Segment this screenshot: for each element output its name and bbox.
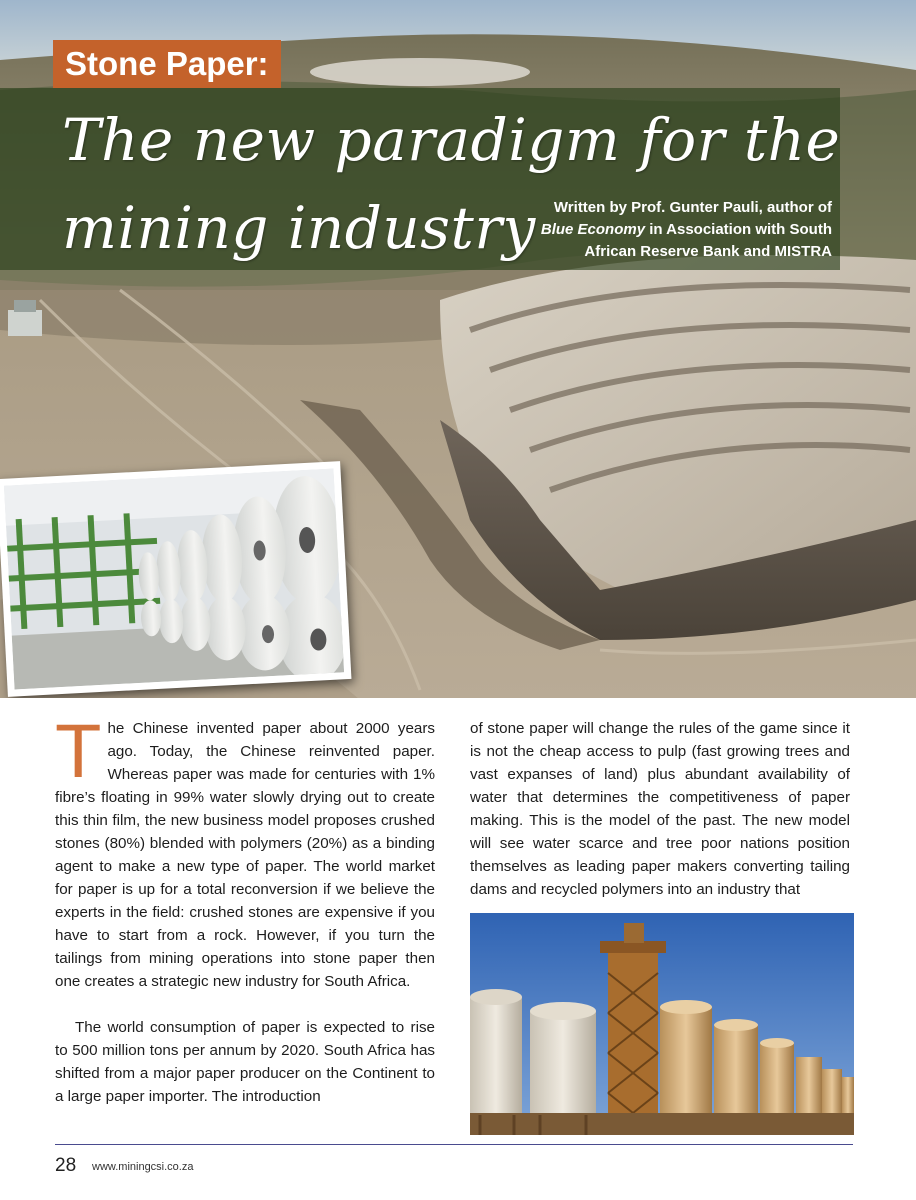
footer-url[interactable]: www.miningcsi.co.za [92, 1161, 194, 1173]
paragraph-1 [55, 709, 435, 993]
article-column-left [55, 709, 435, 1108]
title-line-1: The new paradigm for the [62, 106, 841, 174]
title-line-2: mining industry [62, 194, 536, 262]
byline-line-2-rest: in Association with South [645, 221, 832, 238]
silos-photo [470, 913, 854, 1135]
paragraph-1-text: he Chinese invented paper about 2000 years ago. Today, the Chinese reinvented paper. Whereas paper was made for centuries with 1% fibre’s floating in 99% water slowly drying out to create this thin film, the new business model proposes crushed stones (80%) blended with polymers (20%) as a binding agent to make a new type of paper. The world market for paper is up for a total reconversion if we believe the experts in the field: crushed stones are expensive if you have to start from a rock. However, if you turn the tailings from mining operations into stone paper then one creates a strategic new industry for South Africa. [55, 720, 435, 990]
book-title: Blue Economy [540, 221, 646, 238]
page-number: 28 [55, 1155, 77, 1176]
paper-rolls-illustration [4, 469, 344, 690]
kicker-label: Stone Paper: [53, 40, 281, 88]
footer-divider [55, 1144, 853, 1145]
silos-illustration [470, 913, 854, 1135]
byline-line-2 [532, 219, 832, 241]
article-column-right [470, 717, 850, 901]
byline [532, 197, 832, 263]
byline-line-1: Written by Prof. Gunter Pauli, author of [553, 199, 832, 216]
paragraph-3: of stone paper will change the rules of the game since it is not the cheap access to pulp (fast growing trees and vast expanses of land) plus abundant availability of water that determines the competitiveness of paper making. This is the model of the past. The new model will see water scarce and tree poor nations position themselves as leading paper makers converting tailing dams and recycled polymers into an industry that [470, 720, 850, 898]
byline-line-3: African Reserve Bank and MISTRA [584, 243, 832, 260]
paragraph-2: The world consumption of paper is expected to rise to 500 million tons per annum by 2020. South Africa has shifted from a major paper producer on the Continent to a large paper importer. The introduction [55, 1019, 435, 1105]
drop-cap: T [55, 709, 102, 794]
paper-rolls-inset-photo [0, 461, 351, 697]
